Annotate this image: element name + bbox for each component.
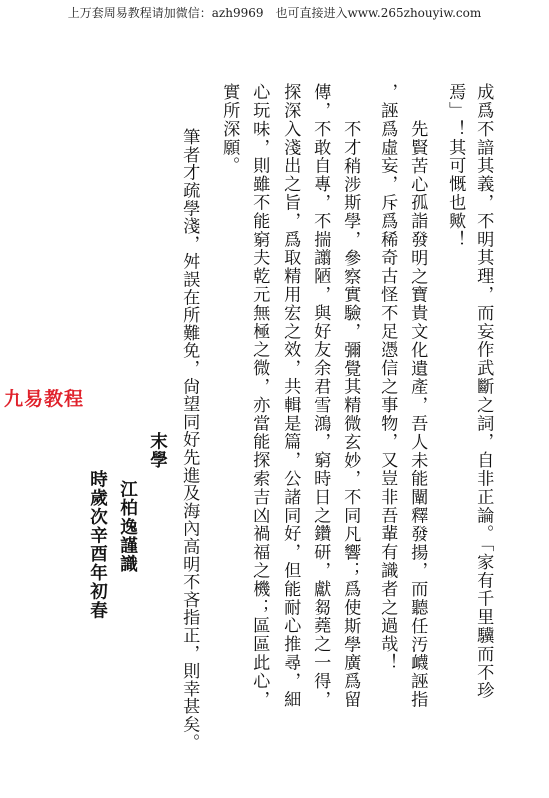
watermark-logo: 九易教程 — [4, 388, 85, 410]
text-column-9: 實所深願。 — [219, 83, 240, 175]
text-column-6: 傳，不敢自專，不揣譾陋，與好友余君雪鴻，窮時日之鑽研，獻芻蕘之一得， — [310, 83, 331, 709]
text-column-4: ，誣爲虛妄，斥爲稀奇古怪不足憑信之事物，又豈非吾輩有識者之過哉！ — [377, 83, 398, 672]
text-column-8: 心玩味，則雖不能窮夫乾元無極之微，亦當能探索吉凶禍福之機；區區此心， — [249, 83, 270, 709]
signature-author: 江柏逸謹識 — [117, 480, 138, 574]
text-column-5: 不才稍涉斯學，參察實驗，彌覺其精微玄妙，不同凡響；爲使斯學廣爲留 — [340, 120, 361, 709]
signature-prefix: 末學 — [147, 432, 168, 470]
text-column-3: 先賢苦心孤詣發明之寶貴文化遺產，吾人未能闡釋發揚，而聽任汚衊誣指 — [407, 120, 428, 709]
signature-date: 時歲次辛酉年初春 — [87, 470, 108, 620]
text-column-7: 探深入淺出之旨，爲取精用宏之效，共輯是篇，公諸同好，但能耐心推尋，細 — [280, 83, 301, 709]
text-column-10: 筆者才疏學淺，舛誤在所難免，尙望同好先進及海內高明不吝指正，則幸甚矣。 — [179, 128, 200, 751]
text-column-2: 焉」！其可慨也歟！ — [445, 83, 466, 249]
text-column-1: 成爲不諳其義，不明其理，而妄作武斷之詞，自非正論。「家有千里驥而不珍 — [473, 83, 494, 700]
page-header-banner: 上万套周易教程请加微信：azh9969 也可直接进入www.265zhouyiw.com — [67, 6, 482, 20]
